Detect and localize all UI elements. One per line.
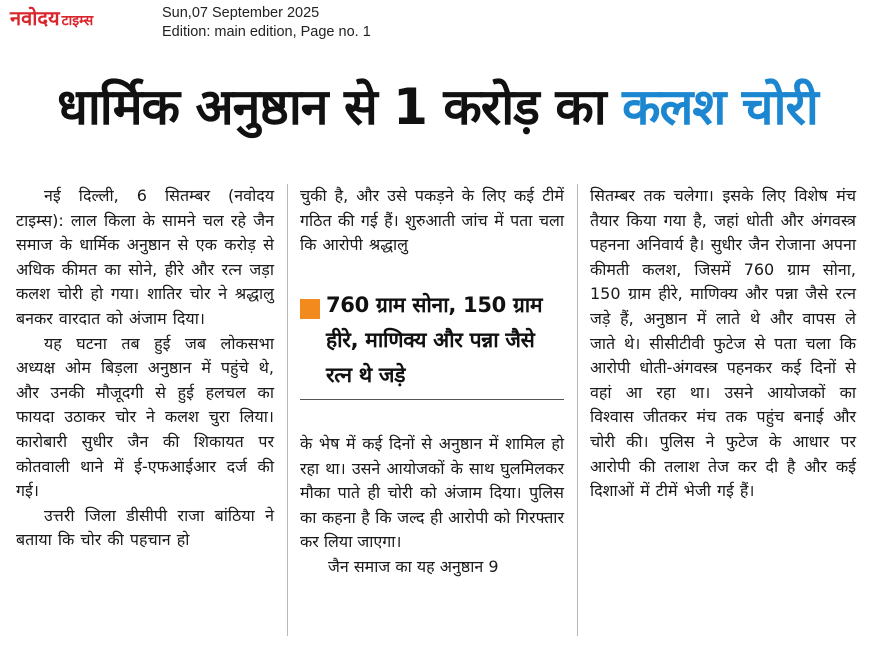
article-paragraph: के भेष में कई दिनों से अनुष्ठान में शामिल हो रहा था। उसने आयोजकों के साथ घुलमिलकर मौका पाते ही चोरी को अंजाम दिया। पुलिस का कहना है कि जल्द ही आरोपी को गिरफ्तार कर लिया जाएगा। (300, 434, 564, 552)
square-bullet-icon (300, 299, 320, 319)
article-column-2-continued (300, 432, 564, 580)
article-column-2 (300, 184, 564, 258)
masthead (0, 0, 875, 48)
article-paragraph: चुकी है, और उसे पकड़ने के लिए कई टीमें गठित की गई हैं। शुरुआती जांच में पता चला कि आरोपी श्रद्धालु (300, 186, 564, 255)
edition-info: Edition: main edition, Page no. 1 (162, 24, 371, 40)
article-subheading (300, 288, 564, 400)
newspaper-logo (10, 6, 93, 33)
article-paragraph: यह घटना तब हुई जब लोकसभा अध्यक्ष ओम बिड़ला अनुष्ठान में पहुंचे थे, और उनकी मौजूदगी से हुई हलचल का फायदा उठाकर चोर ने कलश चुरा लिया। कारोबारी सुधीर जैन की शिकायत पर कोतवाली थाने में ई-एफआईआर दर्ज की गई। (16, 333, 274, 501)
logo-small: टाइम्स (61, 13, 94, 29)
column-divider (287, 184, 288, 636)
column-divider (577, 184, 578, 636)
subheading-text: 760 ग्राम सोना, 150 ग्राम हीरे, माणिक्य और पन्ना जैसे रत्न थे जड़े (326, 293, 543, 387)
article-column-3 (590, 184, 856, 504)
headline-part-black: धार्मिक अनुष्ठान से 1 करोड़ का (57, 78, 623, 136)
page-headline (0, 68, 875, 146)
publication-date: Sun,07 September 2025 (162, 5, 320, 21)
logo-main: नवोदय (10, 6, 60, 30)
article-column-1 (16, 184, 274, 553)
article-paragraph: सितम्बर तक चलेगा। इसके लिए विशेष मंच तैयार किया गया है, जहां धोती और अंगवस्त्र पहनना अनिवार्य है। सुधीर जैन रोजाना अपना कीमती कलश, जिसमें 760 ग्राम सोना, 150 ग्राम हीरे, माणिक्य और पन्ना जैसे रत्न जड़े हैं, अनुष्ठान में लाते थे और वापस ले जाते थे। सीसीटीवी फुटेज से पता चला कि आरोपी धोती-अंगवस्त्र पहनकर कई दिनों से वहां आ रहा था। उसने आयोजकों का विश्वास जीतकर मंच तक पहुंच बनाई और चोरी की। पुलिस ने फुटेज के आधार पर आरोपी की तलाश तेज कर दी है और कई दिशाओं में टीमें भेजी गई हैं। (590, 186, 856, 501)
edition-meta (162, 4, 371, 42)
headline-part-blue: कलश चोरी (622, 78, 818, 136)
article-paragraph: उत्तरी जिला डीसीपी राजा बांठिया ने बताया कि चोर की पहचान हो (16, 505, 274, 550)
article-paragraph: जैन समाज का यह अनुष्ठान 9 (328, 556, 499, 576)
article-paragraph: नई दिल्ली, 6 सितम्बर (नवोदय टाइम्स): लाल किला के सामने चल रहे जैन समाज के धार्मिक अनुष्ठान से एक करोड़ से अधिक कीमत का सोने, हीरे और रत्न जड़ा कलश चोरी हो गया। शातिर चोर ने श्रद्धालु बनकर वारदात को अंजाम दिया। (16, 186, 274, 328)
